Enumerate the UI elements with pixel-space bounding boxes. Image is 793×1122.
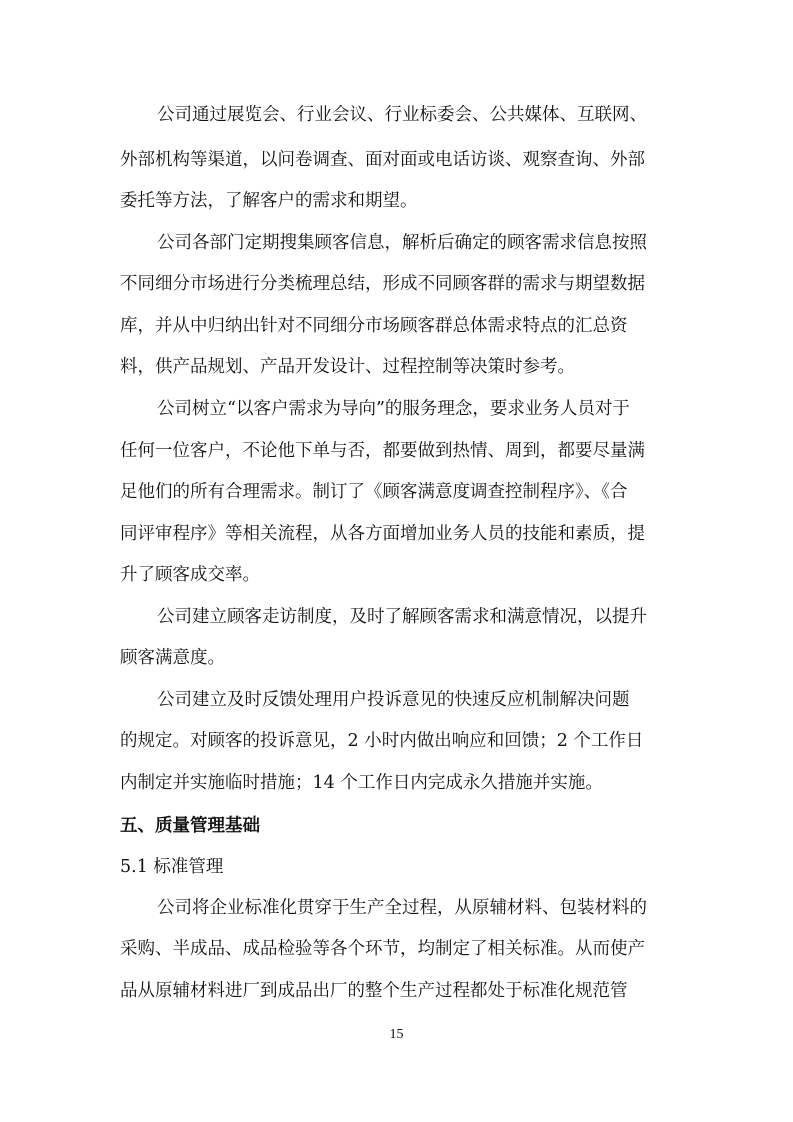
paragraph-5-line-1: 公司建立及时反馈处理用户投诉意见的快速反应机制解决问题 [157,690,630,710]
paragraph-5-line-3: 内制定并实施临时措施；14 个工作日内完成永久措施并实施。 [120,773,603,793]
paragraph-3-line-5: 升了顾客成交率。 [120,565,260,585]
paragraph-2-line-2: 不同细分市场进行分类梳理总结，形成不同顾客群的需求与期望数据 [120,274,645,294]
section-heading: 五、质量管理基础 [120,816,260,836]
paragraph-3-line-2: 任何一位客户，不论他下单与否，都要做到热情、周到，都要尽量满 [120,441,645,461]
paragraph-4-line-2: 顾客满意度。 [120,648,225,668]
page-number: 15 [389,1027,404,1042]
paragraph-2-line-1: 公司各部门定期搜集顾客信息，解析后确定的顾客需求信息按照 [157,233,647,253]
paragraph-3-line-1: 公司树立“以客户需求为导向”的服务理念，要求业务人员对于 [157,399,630,419]
paragraph-1-line-3: 委托等方法，了解客户的需求和期望。 [120,191,418,211]
paragraph-3-line-4: 同评审程序》等相关流程，从各方面增加业务人员的技能和素质，提 [120,524,645,544]
subsection-heading: 5.1 标准管理 [120,857,224,877]
closing-paragraph-line-1: 公司将企业标准化贯穿于生产全过程，从原辅材料、包装材料的 [157,898,647,918]
paragraph-2-line-4: 料，供产品规划、产品开发设计、过程控制等决策时参考。 [120,357,575,377]
paragraph-5-line-2: 的规定。对顾客的投诉意见，2 小时内做出响应和回馈；2 个工作日 [120,731,644,751]
closing-paragraph-line-2: 采购、半成品、成品检验等各个环节，均制定了相关标准。从而使产 [120,939,645,959]
paragraph-2-line-3: 库，并从中归纳出针对不同细分市场顾客群总体需求特点的汇总资 [120,316,628,336]
paragraph-1-line-1: 公司通过展览会、行业会议、行业标委会、公共媒体、互联网、 [157,105,647,125]
closing-paragraph-line-3: 品从原辅材料进厂到成品出厂的整个生产过程都处于标准化规范管 [120,981,628,1001]
paragraph-1-line-2: 外部机构等渠道，以问卷调查、面对面或电话访谈、观察查询、外部 [120,150,645,170]
paragraph-4-line-1: 公司建立顾客走访制度，及时了解顾客需求和满意情况，以提升 [157,607,647,627]
paragraph-3-line-3: 足他们的所有合理需求。制订了《顾客满意度调查控制程序》、《合 [120,482,628,502]
